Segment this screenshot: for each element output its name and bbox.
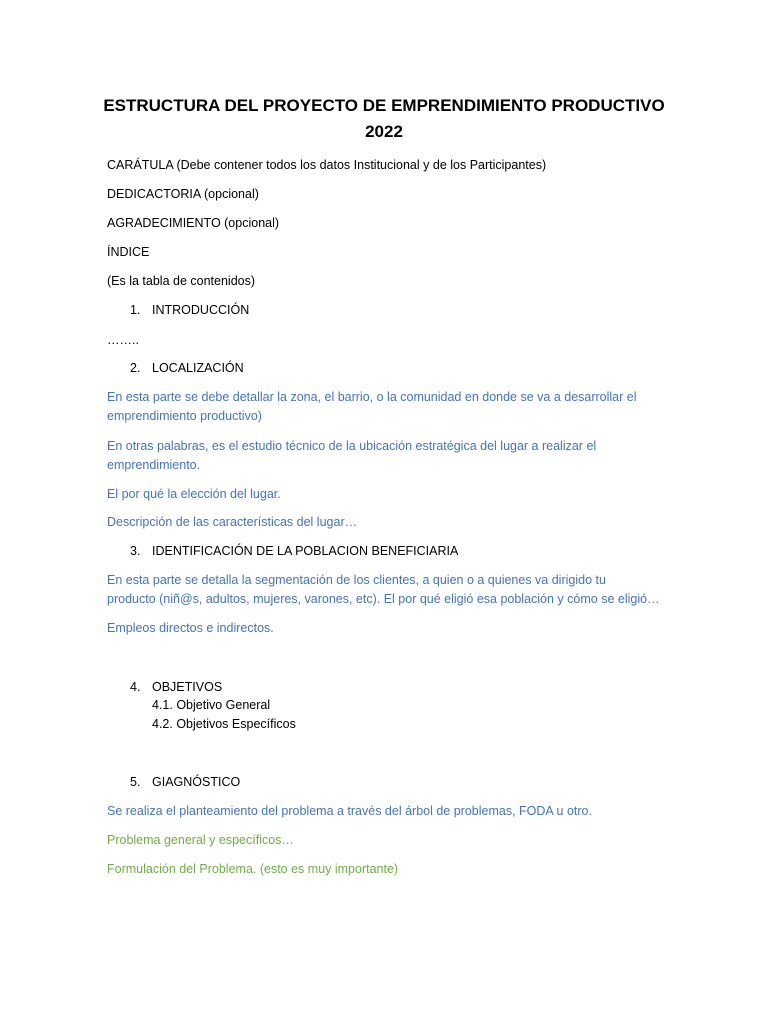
- document-title-line1: ESTRUCTURA DEL PROYECTO DE EMPRENDIMIENTO PRODUCTIVO: [103, 96, 665, 115]
- localizacion-paragraph-2a: En otras palabras, es el estudio técnico de la ubicación estratégica del lugar a realizar el: [107, 439, 597, 453]
- diagnostico-paragraph-2: Problema general y específicos…: [107, 833, 294, 847]
- section-heading-objetivos: OBJETIVOS: [152, 680, 223, 694]
- poblacion-paragraph-1a: En esta parte se detalla la segmentación de los clientes, a quien o a quienes va dirigido tu: [107, 573, 606, 587]
- section-heading-localizacion: LOCALIZACIÓN: [152, 361, 244, 375]
- objetivos-especificos-item: 4.2. Objetivos Específicos: [152, 717, 296, 731]
- poblacion-paragraph-2: Empleos directos e indirectos.: [107, 621, 274, 635]
- localizacion-paragraph-4: Descripción de las características del lugar…: [107, 515, 358, 529]
- section-number: 4.: [130, 680, 141, 694]
- section-number: 3.: [130, 544, 141, 558]
- diagnostico-paragraph-3: Formulación del Problema. (esto es muy importante): [107, 862, 399, 876]
- section-heading-diagnostico: GIAGNÓSTICO: [152, 775, 241, 789]
- section-number: 5.: [130, 775, 141, 789]
- section-heading-introduccion: INTRODUCCIÓN: [152, 303, 250, 317]
- indice-note: (Es la tabla de contenidos): [107, 274, 256, 288]
- objetivo-general-item: 4.1. Objetivo General: [152, 698, 271, 712]
- localizacion-paragraph-2b: emprendimiento.: [107, 458, 201, 472]
- caratula-line: CARÁTULA (Debe contener todos los datos Institucional y de los Participantes): [107, 158, 547, 172]
- section-heading-poblacion: IDENTIFICACIÓN DE LA POBLACION BENEFICIARIA: [152, 544, 459, 558]
- poblacion-paragraph-1b: producto (niñ@s, adultos, mujeres, varones, etc). El por qué eligió esa población y cómo se eligió…: [107, 592, 660, 606]
- section-number: 1.: [130, 303, 141, 317]
- localizacion-paragraph-1a: En esta parte se debe detallar la zona, el barrio, o la comunidad en donde se va a desarrollar el: [107, 390, 637, 404]
- localizacion-paragraph-3: El por qué la elección del lugar.: [107, 487, 281, 501]
- section-number: 2.: [130, 361, 141, 375]
- indice-line: ÍNDICE: [107, 245, 150, 259]
- localizacion-paragraph-1b: emprendimiento productivo): [107, 409, 262, 423]
- document-title-line2: 2022: [365, 122, 403, 141]
- diagnostico-paragraph-1: Se realiza el planteamiento del problema a través del árbol de problemas, FODA u otro.: [107, 804, 592, 818]
- agradecimiento-line: AGRADECIMIENTO (opcional): [107, 216, 280, 230]
- intro-ellipsis: ……..: [107, 333, 139, 347]
- dedicatoria-line: DEDICACTORIA (opcional): [107, 187, 259, 201]
